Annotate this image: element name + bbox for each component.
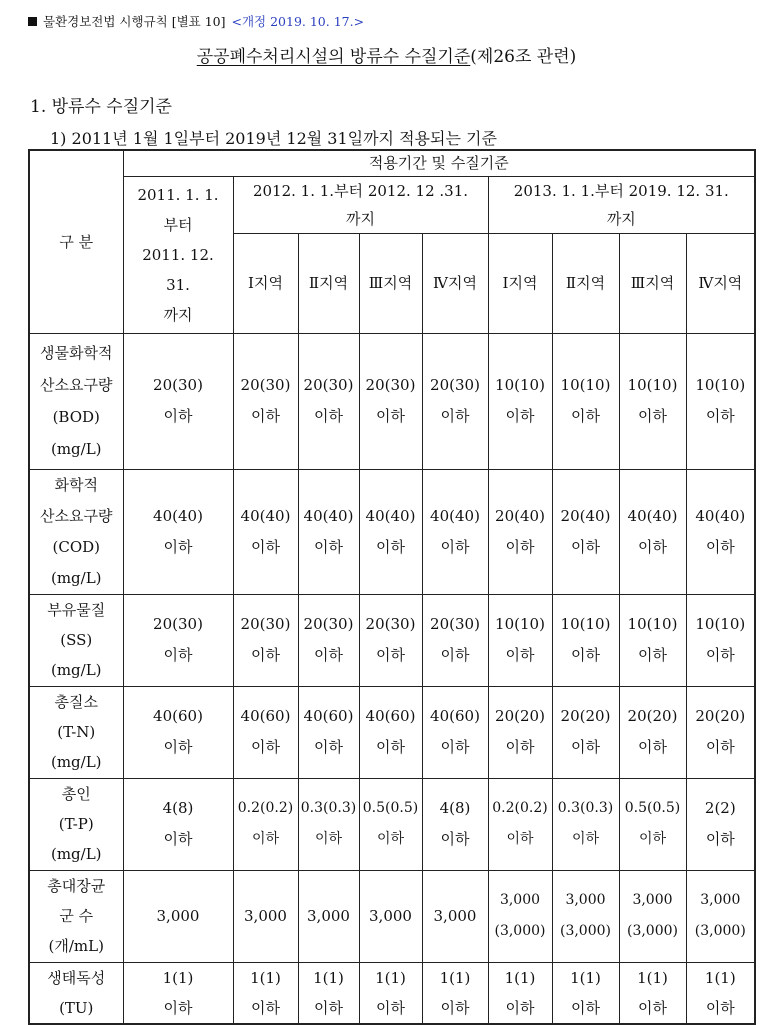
value-cell: 40(40) 이하 — [298, 469, 359, 594]
region-cell: Ⅲ지역 — [619, 233, 686, 333]
region-cell: Ⅱ지역 — [298, 233, 359, 333]
value-cell: 40(60) 이하 — [422, 686, 488, 778]
region-cell: Ⅱ지역 — [552, 233, 619, 333]
period-header: 적용기간 및 수질기준 — [123, 150, 755, 176]
value-cell: 20(40) 이하 — [552, 469, 619, 594]
value-cell: 10(10) 이하 — [488, 333, 552, 469]
value-cell: 10(10) 이하 — [686, 333, 755, 469]
table-row — [29, 469, 755, 594]
value-cell: 20(30) 이하 — [233, 594, 298, 686]
value-cell: 20(30) 이하 — [298, 594, 359, 686]
black-square-icon — [28, 17, 37, 26]
value-cell: 0.3(0.3) 이하 — [552, 778, 619, 870]
value-cell: 20(20) 이하 — [686, 686, 755, 778]
value-cell: 20(30) 이하 — [422, 333, 488, 469]
value-cell: 2(2) 이하 — [686, 778, 755, 870]
region-cell: Ⅳ지역 — [686, 233, 755, 333]
value-cell: 10(10) 이하 — [488, 594, 552, 686]
value-cell: 40(40) 이하 — [359, 469, 422, 594]
revision-note: <개정 2019. 10. 17.> — [231, 14, 365, 29]
item-cell: 생태독성 (TU) — [29, 962, 123, 1024]
table-header-row-1 — [29, 150, 755, 176]
value-cell: 1(1) 이하 — [422, 962, 488, 1024]
value-cell: 3,000 — [233, 870, 298, 962]
value-cell: 40(60) 이하 — [233, 686, 298, 778]
value-cell: 3,000 — [123, 870, 233, 962]
law-reference: 물환경보전법 시행규칙 [별표 10] — [43, 14, 226, 29]
table-row — [29, 686, 755, 778]
value-cell: 10(10) 이하 — [619, 333, 686, 469]
value-cell: 20(20) 이하 — [619, 686, 686, 778]
value-cell: 1(1) 이하 — [686, 962, 755, 1024]
item-cell: 부유물질 (SS) (mg/L) — [29, 594, 123, 686]
value-cell: 40(40) 이하 — [686, 469, 755, 594]
value-cell: 20(20) 이하 — [488, 686, 552, 778]
value-cell: 0.2(0.2) 이하 — [488, 778, 552, 870]
value-cell: 40(60) 이하 — [359, 686, 422, 778]
corner-cell: 구 분 — [29, 150, 123, 333]
table-row — [29, 962, 755, 1024]
document-title — [0, 42, 773, 67]
section-heading: 1. 방류수 수질기준 — [30, 97, 172, 117]
header-line — [28, 12, 364, 30]
water-quality-table — [28, 149, 756, 1025]
table-row — [29, 333, 755, 469]
sub-heading: 1) 2011년 1월 1일부터 2019년 12월 31일까지 적용되는 기준 — [50, 129, 497, 148]
value-cell: 20(40) 이하 — [488, 469, 552, 594]
region-cell: Ⅰ지역 — [488, 233, 552, 333]
value-cell: 40(40) 이하 — [233, 469, 298, 594]
value-cell: 3,000 (3,000) — [488, 870, 552, 962]
value-cell: 20(30) 이하 — [233, 333, 298, 469]
value-cell: 40(40) 이하 — [422, 469, 488, 594]
value-cell: 20(20) 이하 — [552, 686, 619, 778]
table-row — [29, 594, 755, 686]
value-cell: 1(1) 이하 — [123, 962, 233, 1024]
item-cell: 생물화학적 산소요구량 (BOD) (mg/L) — [29, 333, 123, 469]
region-cell: Ⅰ지역 — [233, 233, 298, 333]
item-cell: 총인 (T-P) (mg/L) — [29, 778, 123, 870]
value-cell: 4(8) 이하 — [123, 778, 233, 870]
value-cell: 3,000 (3,000) — [619, 870, 686, 962]
period-2012: 2012. 1. 1.부터 2012. 12 .31. 까지 — [233, 176, 488, 233]
item-cell: 화학적 산소요구량 (COD) (mg/L) — [29, 469, 123, 594]
value-cell: 1(1) 이하 — [619, 962, 686, 1024]
value-cell: 3,000 — [422, 870, 488, 962]
value-cell: 0.3(0.3) 이하 — [298, 778, 359, 870]
table-row — [29, 778, 755, 870]
value-cell: 1(1) 이하 — [552, 962, 619, 1024]
value-cell: 40(60) 이하 — [298, 686, 359, 778]
value-cell: 10(10) 이하 — [686, 594, 755, 686]
value-cell: 10(10) 이하 — [552, 594, 619, 686]
document-title-suffix: (제26조 관련) — [470, 47, 577, 67]
document-title-main: 공공폐수처리시설의 방류수 수질기준 — [196, 47, 471, 67]
item-cell: 총대장균 군 수 (개/mL) — [29, 870, 123, 962]
value-cell: 20(30) 이하 — [422, 594, 488, 686]
value-cell: 10(10) 이하 — [552, 333, 619, 469]
item-cell: 총질소 (T-N) (mg/L) — [29, 686, 123, 778]
value-cell: 3,000 (3,000) — [686, 870, 755, 962]
table-header-row-2 — [29, 176, 755, 233]
region-cell: Ⅳ지역 — [422, 233, 488, 333]
value-cell: 1(1) 이하 — [298, 962, 359, 1024]
value-cell: 0.5(0.5) 이하 — [619, 778, 686, 870]
value-cell: 40(40) 이하 — [123, 469, 233, 594]
value-cell: 20(30) 이하 — [359, 333, 422, 469]
value-cell: 20(30) 이하 — [298, 333, 359, 469]
value-cell: 1(1) 이하 — [233, 962, 298, 1024]
value-cell: 20(30) 이하 — [123, 333, 233, 469]
value-cell: 20(30) 이하 — [359, 594, 422, 686]
value-cell: 20(30) 이하 — [123, 594, 233, 686]
value-cell: 10(10) 이하 — [619, 594, 686, 686]
value-cell: 4(8) 이하 — [422, 778, 488, 870]
value-cell: 40(60) 이하 — [123, 686, 233, 778]
table-row — [29, 870, 755, 962]
value-cell: 3,000 — [359, 870, 422, 962]
value-cell: 40(40) 이하 — [619, 469, 686, 594]
value-cell: 1(1) 이하 — [488, 962, 552, 1024]
period-2011: 2011. 1. 1. 부터 2011. 12. 31. 까지 — [123, 176, 233, 333]
value-cell: 0.5(0.5) 이하 — [359, 778, 422, 870]
period-2013-2019: 2013. 1. 1.부터 2019. 12. 31. 까지 — [488, 176, 755, 233]
value-cell: 0.2(0.2) 이하 — [233, 778, 298, 870]
value-cell: 1(1) 이하 — [359, 962, 422, 1024]
value-cell: 3,000 (3,000) — [552, 870, 619, 962]
value-cell: 3,000 — [298, 870, 359, 962]
region-cell: Ⅲ지역 — [359, 233, 422, 333]
